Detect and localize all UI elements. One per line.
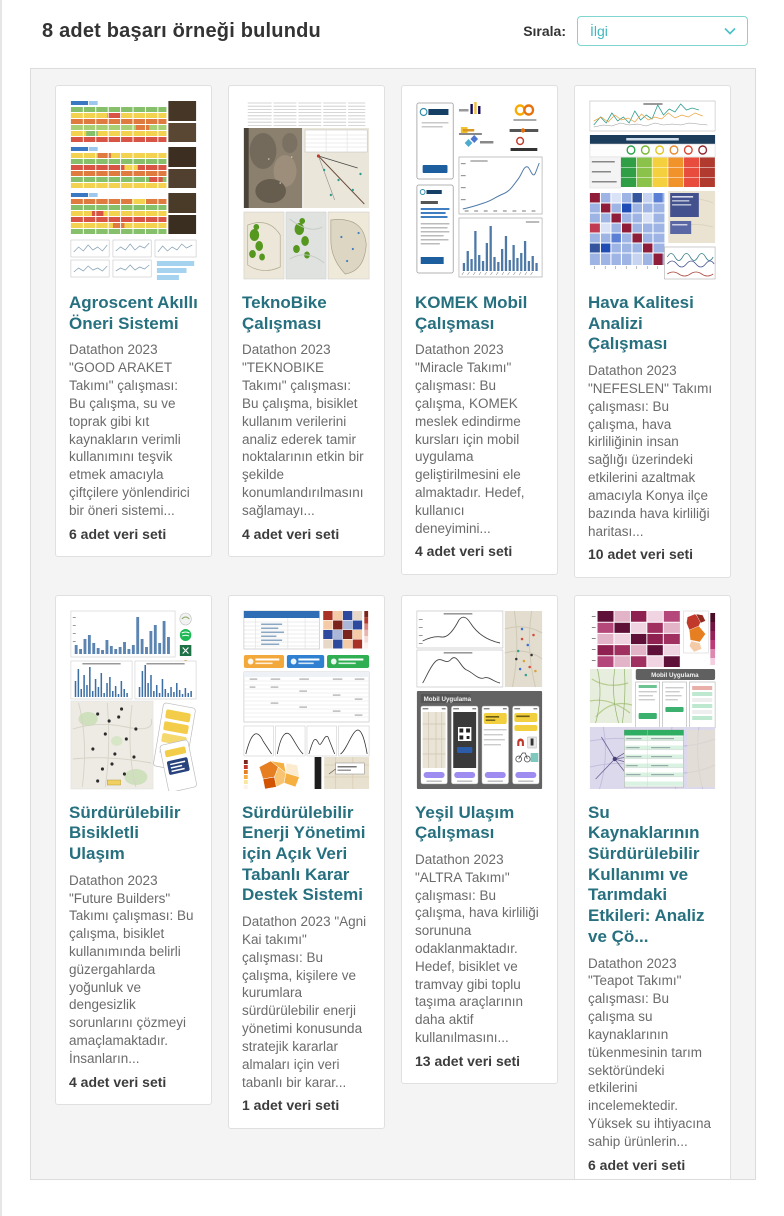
results-section <box>30 68 756 1180</box>
card-thumbnail-link[interactable] <box>415 99 544 281</box>
card-description: Datathon 2023 "Future Builders" Takımı çalışması: Bu çalışma, bisiklet kullanımında belirli güzergahlarda yoğunluk ve dengesizlik sorunlarını çözmeyi amaçlamaktadır. İnsanların... <box>69 872 194 1066</box>
card-title-link[interactable]: KOMEK Mobil Çalışması <box>415 293 528 333</box>
thumb-mobil-uygulama-label: Mobil Uygulama <box>423 695 472 703</box>
card-title-link[interactable]: TeknoBike Çalışması <box>242 293 327 333</box>
card-description: Datathon 2023 "Agni Kai takımı" çalışması: Bu çalışma, kişilere ve kurumlara sürdürülebilir enerji yönetimi konusunda stratejik kararlar almaları için veri tabanlı bir karar... <box>242 914 367 1090</box>
dataset-count: 6 adet veri seti <box>69 525 167 542</box>
results-grid <box>55 85 731 1180</box>
dataset-count: 4 adet veri seti <box>415 543 513 560</box>
dataset-count: 6 adet veri seti <box>588 1156 686 1173</box>
card-hava-kalitesi <box>574 85 731 578</box>
card-description: Datathon 2023 "Miracle Takımı" çalışması: Bu çalışma, KOMEK meslek edindirme kursları için mobil uygulama geliştirilmesini ele almaktadır. Hedef, kullanıcı deneyimini... <box>415 342 525 536</box>
enerji-thumbnail-image <box>242 609 371 791</box>
bisikletli-thumbnail-image <box>69 609 198 791</box>
card-bisikletli-ulasim <box>55 595 212 1105</box>
card-title-link[interactable]: Sürdürülebilir Enerji Yönetimi için Açık Veri Tabanlı Karar Destek Sistemi <box>242 802 366 905</box>
dataset-count: 4 adet veri seti <box>242 525 340 542</box>
su-kaynaklari-thumbnail-image <box>588 609 717 791</box>
card-title-link[interactable]: Su Kaynaklarının Sürdürülebilir Kullanımı ve Tarımdaki Etkileri: Analiz ve Çö... <box>588 802 705 946</box>
agroscent-thumbnail-image <box>69 99 198 281</box>
card-description: Datathon 2023 "GOOD ARAKET Takımı" çalışması: Bu çalışma, su ve toprak gibi kıt kaynakların verimli kullanımını teşvik etmek amacıyla çiftçilere yönlendirici bir öneri sistemi... <box>69 342 190 518</box>
results-header <box>2 0 784 48</box>
card-title-link[interactable]: Agroscent Akıllı Öneri Sistemi <box>69 293 198 333</box>
card-thumbnail-link[interactable] <box>588 609 717 791</box>
card-thumbnail-link[interactable] <box>69 609 198 791</box>
sort-selected-value: İlgi <box>590 23 608 39</box>
card-enerji-yonetimi <box>228 595 385 1129</box>
komek-thumbnail-image <box>415 99 544 281</box>
card-title-link[interactable]: Yeşil Ulaşım Çalışması <box>415 802 515 843</box>
yesil-ulasim-thumbnail-image <box>415 609 544 791</box>
thumb-mobil-uygulama-label: Mobil Uygulama <box>651 671 699 679</box>
card-description: Datathon 2023 "NEFESLEN" Takımı çalışması: Bu çalışma, hava kirliliğinin insan sağlığı üzerindeki etkilerini azaltmak amacıyla Konya ilçe bazında hava kirliliği haritası... <box>588 363 713 539</box>
card-thumbnail-link[interactable] <box>588 99 717 281</box>
card-thumbnail-link[interactable] <box>415 609 544 791</box>
card-description: Datathon 2023 "Teapot Takımı" çalışması: Bu çalışma su kaynaklarının tükenmesinin tarım sektöründeki etkilerini incelemektedir. Yüksek su ihtiyacına sahip ürünlerin... <box>588 955 712 1149</box>
sort-control <box>523 16 748 46</box>
card-thumbnail-link[interactable] <box>242 99 371 281</box>
dataset-count: 13 adet veri seti <box>415 1052 521 1069</box>
card-title-link[interactable]: Sürdürülebilir Bisikletli Ulaşım <box>69 802 181 863</box>
card-teknobike <box>228 85 385 557</box>
card-title-link[interactable]: Hava Kalitesi Analizi Çalışması <box>588 293 694 354</box>
teknobike-thumbnail-image <box>242 99 371 281</box>
card-agroscent <box>55 85 212 557</box>
hava-kalitesi-thumbnail-image <box>588 99 717 281</box>
sort-select[interactable] <box>577 16 748 46</box>
card-description: Datathon 2023 "ALTRA Takımı" çalışması: Bu çalışma, hava kirliliği sorununa odaklanmaktadır. Hedef, bisiklet ve tramvay gibi toplu taşıma araçlarının daha aktif kullanılmasını... <box>415 851 539 1046</box>
card-yesil-ulasim <box>401 595 558 1085</box>
card-su-kaynaklari <box>574 595 731 1180</box>
card-komek-mobil <box>401 85 558 575</box>
chevron-down-icon <box>724 27 736 35</box>
card-thumbnail-link[interactable] <box>69 99 198 281</box>
dataset-count: 10 adet veri seti <box>588 546 694 563</box>
card-thumbnail-link[interactable] <box>242 609 371 791</box>
card-description: Datathon 2023 "TEKNOBIKE Takımı" çalışması: Bu çalışma, bisiklet kullanım verilerini analiz ederek tamir noktalarının etkin bir şekilde konumlandırılmasını sağlamayı... <box>242 342 364 518</box>
dataset-count: 1 adet veri seti <box>242 1097 340 1114</box>
sort-label: Sırala: <box>523 23 566 39</box>
results-count-title: 8 adet başarı örneği bulundu <box>42 19 321 42</box>
dataset-count: 4 adet veri seti <box>69 1073 167 1090</box>
